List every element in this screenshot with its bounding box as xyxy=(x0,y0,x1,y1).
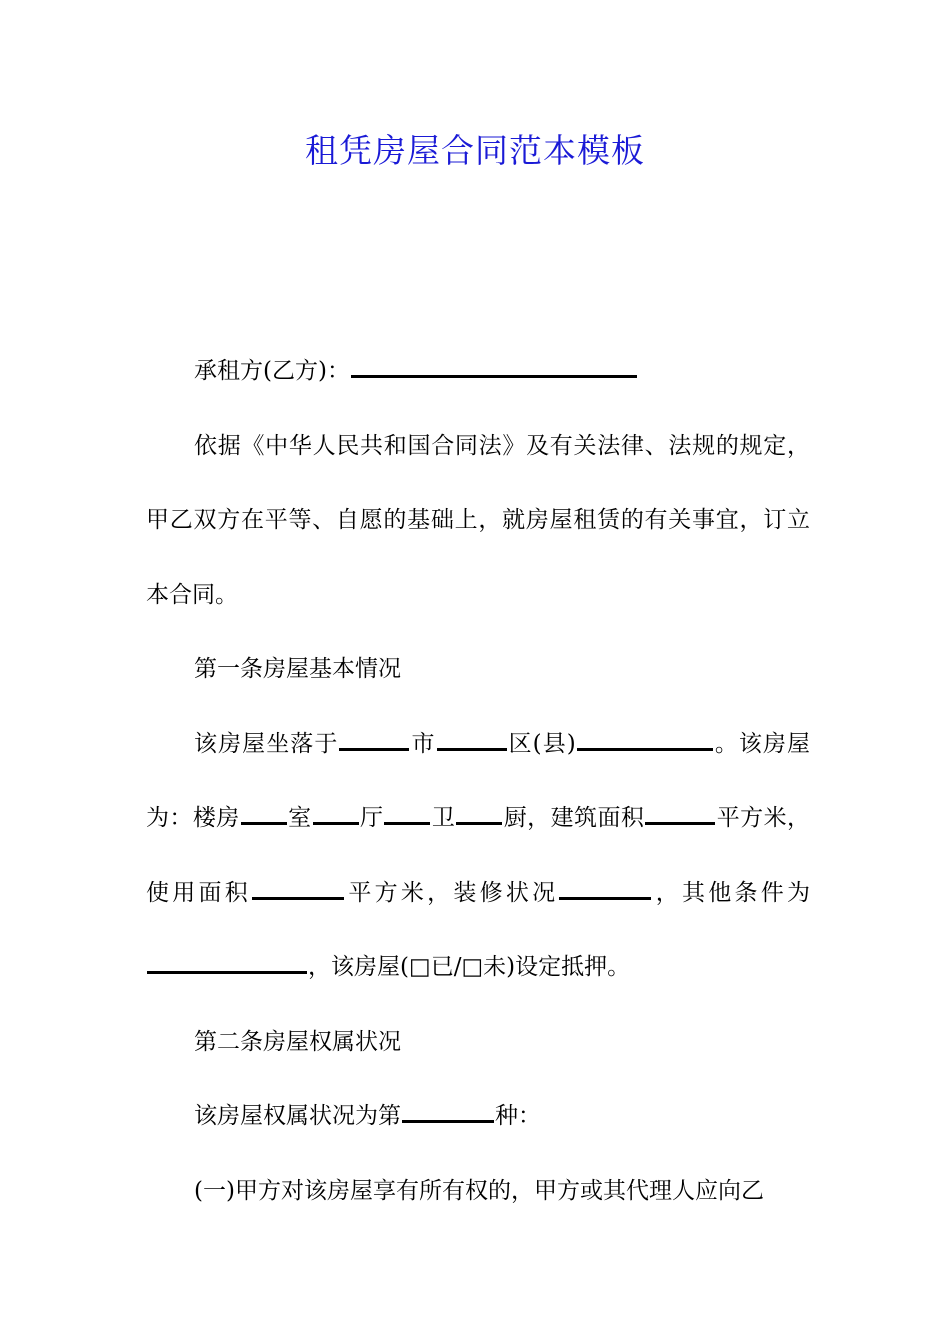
bathrooms-blank xyxy=(384,806,430,825)
article-2-clause-1 xyxy=(146,1154,810,1229)
article-1-title: 第一条房屋基本情况 xyxy=(194,656,401,682)
decoration-blank xyxy=(559,881,651,900)
tenant-name-blank xyxy=(351,359,637,378)
halls-blank xyxy=(313,806,359,825)
text-segment: ，其他条件为 xyxy=(652,879,811,906)
article-1-heading xyxy=(146,632,810,707)
tenant-party-label: 承租方(乙方)： xyxy=(194,358,350,384)
text-segment: 。该房屋为：楼房 xyxy=(146,730,811,831)
text-segment: 平方米，使用面积 xyxy=(146,805,811,906)
city-blank xyxy=(339,732,409,751)
article-2-paragraph xyxy=(146,1079,810,1154)
text-segment: 室 xyxy=(287,805,312,831)
text-segment: 该房屋权属状况为第 xyxy=(194,1103,401,1129)
ownership-type-blank xyxy=(402,1104,494,1123)
other-conditions-blank xyxy=(147,955,307,974)
article-2-heading xyxy=(146,1005,810,1080)
text-segment: (一)甲方对该房屋享有所有权的，甲方或其代理人应向乙 xyxy=(194,1177,764,1204)
article-2-title: 第二条房屋权属状况 xyxy=(194,1028,401,1055)
text-segment: 厨，建筑面积 xyxy=(503,805,645,831)
kitchens-blank xyxy=(456,806,502,825)
floor-area-blank xyxy=(645,806,715,825)
text-segment: ，该房屋(□已/□未)设定抵押。 xyxy=(308,954,631,980)
text-segment: 卫 xyxy=(431,805,456,831)
preamble-text: 依据《中华人民共和国合同法》及有关法律、法规的规定，甲乙双方在平等、自愿的基础上，就房屋租赁的有关事宜，订立本合同。 xyxy=(146,432,810,608)
text-segment: 市 xyxy=(410,730,436,757)
text-segment: 区(县) xyxy=(507,730,576,757)
document-title: 租凭房屋合同范本模板 xyxy=(305,131,645,170)
article-1-paragraph xyxy=(146,707,810,1005)
district-blank xyxy=(437,732,507,751)
document-body xyxy=(146,334,810,1228)
usable-area-blank xyxy=(252,881,344,900)
preamble-paragraph xyxy=(146,409,810,633)
text-segment: 厅 xyxy=(359,805,384,831)
text-segment: 该房屋坐落于 xyxy=(194,730,339,757)
text-segment: 种： xyxy=(495,1103,541,1129)
text-segment: 平方米，装修状况 xyxy=(345,879,559,906)
rooms-blank xyxy=(241,806,287,825)
tenant-party-line xyxy=(146,334,810,409)
address-blank xyxy=(577,732,713,751)
